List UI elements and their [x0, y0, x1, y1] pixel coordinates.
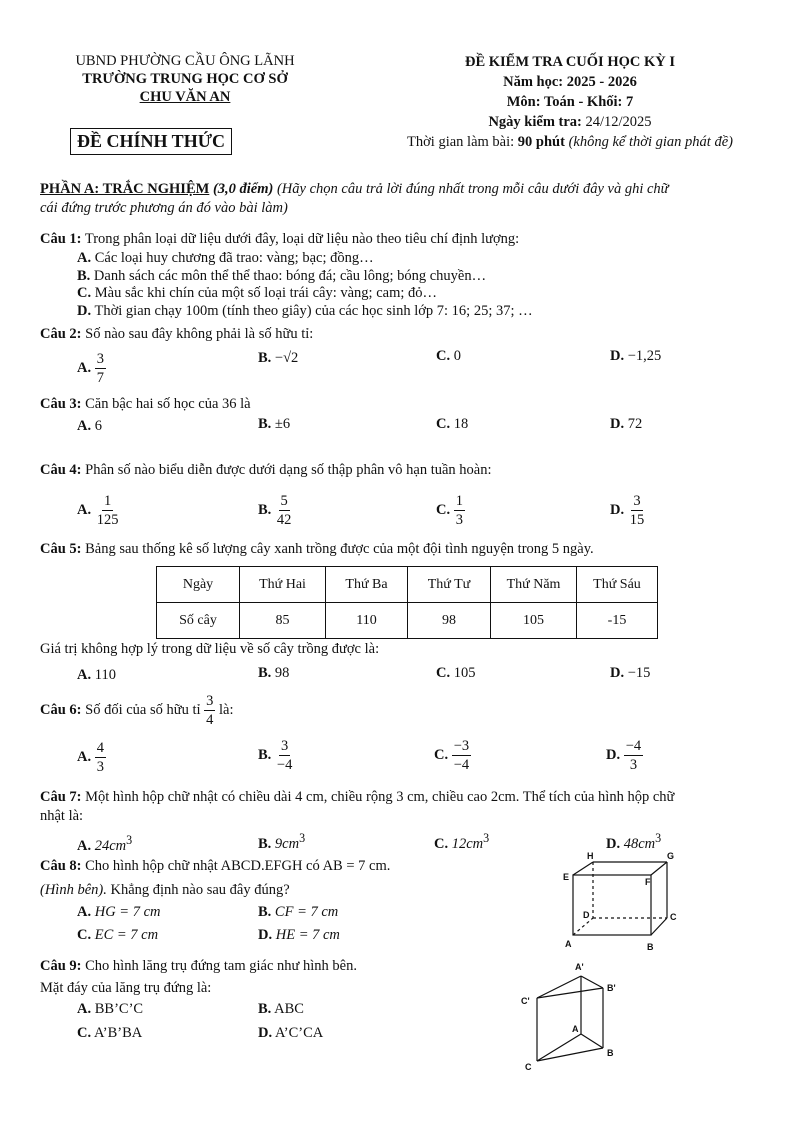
question-7: Câu 7: Một hình hộp chữ nhật có chiều dài 4 cm, chiều rộng 3 cm, chiều cao 2cm. Thể tích của hình hộp chữ nhật là: — [40, 789, 675, 824]
exam-header — [385, 52, 755, 152]
trees-table — [156, 566, 658, 639]
table-cell: -15 — [577, 603, 658, 639]
q3-option-a: A. 6 — [77, 418, 102, 434]
table-cell: 110 — [326, 603, 408, 639]
label-d: D — [583, 910, 590, 920]
q4-option-c: C. $\frac{1}{3}$ — [436, 493, 463, 528]
label-h: H — [587, 851, 594, 861]
question-8: Câu 8: Cho hình hộp chữ nhật ABCD.EFGH có AB = 7 cm. — [40, 858, 391, 874]
q3-option-c: C. 18 — [436, 416, 469, 432]
label-c: C — [525, 1062, 532, 1072]
q8-option-d: D. HE = 7 cm — [258, 927, 340, 943]
table-cell: Ngày — [157, 567, 240, 603]
section-a-instruction-2: cái đứng trước phương án đó vào bài làm) — [40, 200, 288, 216]
table-cell: 98 — [408, 603, 491, 639]
question-6: Câu 6: Số đối của số hữu tỉ $\frac{3}{4}$ là: — [40, 693, 234, 728]
q8-option-c: C. EC = 7 cm — [77, 927, 159, 943]
label-b: B — [607, 1048, 614, 1058]
question-9: Câu 9: Cho hình lăng trụ đứng tam giác như hình bên. — [40, 958, 357, 974]
label-a-prime: A' — [575, 962, 584, 972]
section-a-heading — [40, 180, 770, 218]
q5-option-b: B. 98 — [258, 665, 290, 681]
q5-option-d: D. −15 — [610, 665, 651, 681]
q1-option-c: C. Màu sắc khi chín của một số loại trái cây: vàng; cam; đỏ… — [77, 285, 437, 301]
table-cell: 85 — [240, 603, 326, 639]
q6-option-b: B. $\frac{3}{-4}$ — [258, 738, 293, 773]
ward-name: UBND PHƯỜNG CẦU ÔNG LÃNH — [75, 53, 295, 69]
school-year: Năm học: 2025 - 2026 — [503, 74, 637, 90]
q7-option-d: D. $48cm^3$ — [606, 831, 662, 852]
table-cell: Thứ Tư — [408, 567, 491, 603]
exam-date: Ngày kiểm tra: 24/12/2025 — [488, 114, 652, 130]
label-b-prime: B' — [607, 983, 616, 993]
q2-option-c: C. 0 — [436, 348, 461, 364]
question-4: Câu 4: Phân số nào biểu diễn được dưới dạng số thập phân vô hạn tuần hoàn: — [40, 462, 492, 478]
table-row — [157, 603, 658, 639]
q7-option-c: C. $12cm^3$ — [434, 831, 490, 852]
label-a: A — [572, 1024, 579, 1034]
question-2: Câu 2: Số nào sau đây không phải là số hữu tỉ: — [40, 326, 314, 342]
q2-option-a: A. $\frac{3}{7}$ — [77, 351, 104, 386]
label-g: G — [667, 851, 675, 861]
q5-option-a: A. 110 — [77, 667, 116, 683]
table-cell: Thứ Sáu — [577, 567, 658, 603]
label-a: A — [565, 939, 572, 949]
q3-option-b: B. ±6 — [258, 416, 291, 432]
subject: Môn: Toán - Khối: 7 — [506, 94, 634, 110]
q2-option-d: D. −1,25 — [610, 348, 662, 364]
q6-option-c: C. $\frac{-3}{-4}$ — [434, 738, 470, 773]
q1-option-b: B. Danh sách các môn thể thể thao: bóng đá; cầu lông; bóng chuyền… — [77, 267, 487, 284]
question-5: Câu 5: Bảng sau thống kê số lượng cây xanh trồng được của một đội tình nguyện trong 5 ngày. — [40, 541, 594, 557]
table-cell: Thứ Ba — [326, 567, 408, 603]
q5-question: Giá trị không hợp lý trong dữ liệu về số cây trồng được là: — [40, 641, 380, 657]
q4-option-b: B. $\frac{5}{42}$ — [258, 493, 292, 528]
label-c: C — [670, 912, 677, 922]
table-cell: 105 — [491, 603, 577, 639]
q6-option-a: A. $\frac{4}{3}$ — [77, 740, 104, 775]
school-name: CHU VĂN AN — [139, 89, 231, 105]
q9-option-d: D. A’C’CA — [258, 1025, 324, 1041]
q1-option-d: D. Thời gian chạy 100m (tính theo giây) của các học sinh lớp 7: 16; 25; 37; … — [77, 302, 533, 319]
cuboid-figure — [555, 850, 690, 955]
exam-time: Thời gian làm bài: 90 phút (không kể thời gian phát đề) — [407, 134, 733, 150]
label-b: B — [647, 942, 654, 952]
table-cell: Thứ Năm — [491, 567, 577, 603]
label-f: F — [645, 877, 651, 887]
q8-option-a: A. HG = 7 cm — [77, 904, 161, 920]
table-header-row — [157, 567, 658, 603]
section-a-title: PHẦN A: TRẮC NGHIỆM — [40, 181, 210, 197]
question-8-line2: (Hình bên). Khẳng định nào sau đây đúng? — [40, 882, 290, 898]
school-header — [40, 52, 330, 106]
exam-title: ĐỀ KIỂM TRA CUỐI HỌC KỲ I — [464, 54, 675, 70]
question-1-options — [77, 250, 533, 320]
fraction: $\frac{3}{7}$ — [96, 351, 104, 386]
q3-option-d: D. 72 — [610, 416, 643, 432]
q7-option-b: B. $9cm^3$ — [258, 831, 306, 852]
section-a-points: (3,0 điểm) — [212, 181, 274, 197]
q8-option-b: B. CF = 7 cm — [258, 904, 339, 920]
section-a-instruction: (Hãy chọn câu trả lời đúng nhất trong mỗi câu dưới đây và ghi chữ — [276, 181, 669, 197]
q7-option-a: A. $24cm^3$ — [77, 833, 133, 854]
school-type: TRƯỜNG TRUNG HỌC CƠ SỞ — [82, 71, 288, 87]
question-1: Câu 1: Trong phân loại dữ liệu dưới đây, loại dữ liệu nào theo tiêu chí định lượng: — [40, 231, 520, 247]
label-e: E — [563, 872, 570, 882]
question-3: Câu 3: Căn bậc hai số học của 36 là — [40, 396, 251, 412]
table-cell: Thứ Hai — [240, 567, 326, 603]
q5-option-c: C. 105 — [436, 665, 476, 681]
q9-option-c: C. A’B’BA — [77, 1025, 143, 1041]
official-label: ĐỀ CHÍNH THỨC — [70, 128, 232, 155]
question-9-line2: Mặt đáy của lăng trụ đứng là: — [40, 980, 212, 996]
q1-option-a: A. Các loại huy chương đã trao: vàng; bạc; đồng… — [77, 250, 374, 266]
label-c-prime: C' — [521, 996, 530, 1006]
q9-option-b: B. ABC — [258, 1001, 304, 1017]
q2-option-b: B. −√2 — [258, 350, 299, 366]
prism-figure — [515, 958, 625, 1073]
q4-option-a: A. $\frac{1}{125}$ — [77, 493, 119, 528]
q9-option-a: A. BB’C’C — [77, 1001, 144, 1017]
table-cell: Số cây — [157, 603, 240, 639]
q4-option-d: D. $\frac{3}{15}$ — [610, 493, 645, 528]
q6-option-d: D. $\frac{-4}{3}$ — [606, 738, 642, 773]
